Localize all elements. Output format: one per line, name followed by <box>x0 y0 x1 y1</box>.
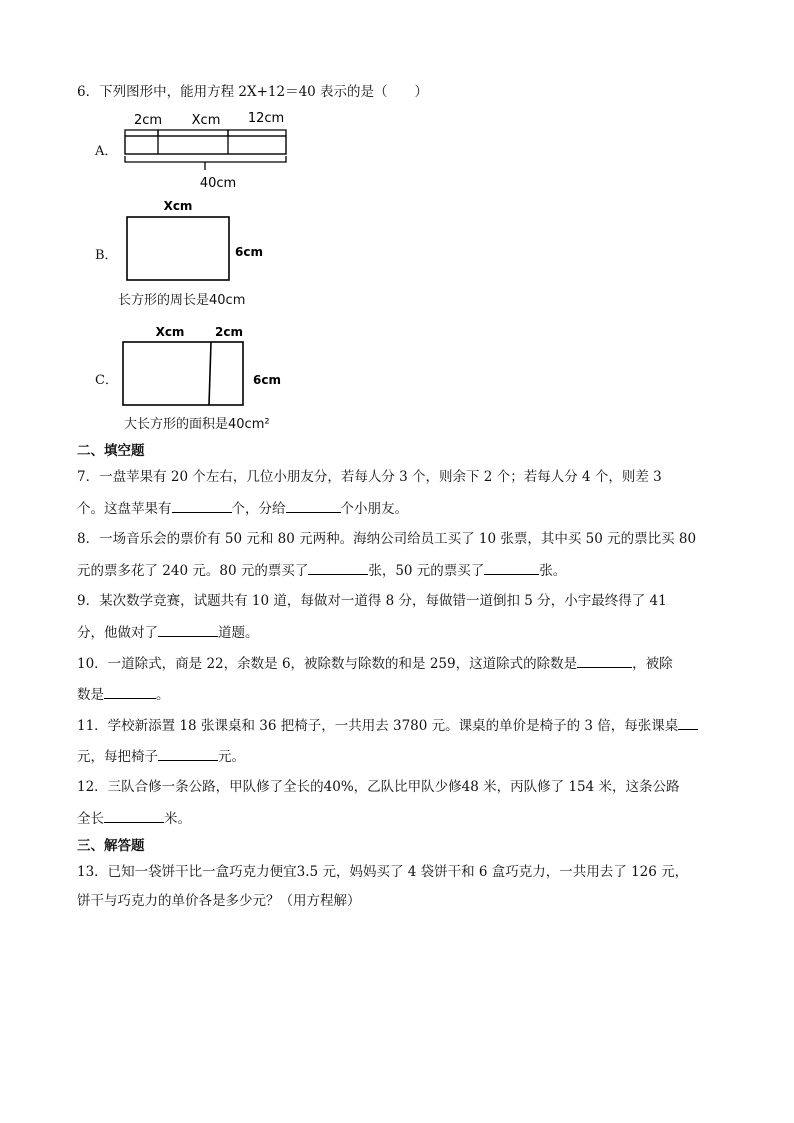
q10-text-d: 。 <box>156 687 170 703</box>
q13-line1: 13．已知一袋饼干比一盒巧克力便宜3.5 元，妈妈买了 4 袋饼干和 6 盒巧克力，一共用去了 126 元， <box>77 864 689 880</box>
q7-text-c: 个小朋友。 <box>340 501 408 517</box>
q13-line2: 饼干与巧克力的单价各是多少元？（用方程解） <box>77 893 361 909</box>
q10-line2 <box>77 684 170 705</box>
q9-line2 <box>77 622 259 643</box>
q9-blank-1[interactable] <box>158 622 218 637</box>
q7-line1: 7．一盘苹果有 20 个左右，几位小朋友分，若每人分 3 个，则余下 2 个；若每人分 4 个，则差 3 <box>77 469 662 485</box>
q8-text-b: 张，50 元的票买了 <box>368 563 485 579</box>
q7-blank-1[interactable] <box>172 498 232 513</box>
q11-line1 <box>77 715 698 736</box>
option-a-total-label: 40cm <box>199 176 237 191</box>
option-a-seg3-label: 12cm <box>247 111 285 126</box>
q7-text-b: 个，分给 <box>231 501 286 517</box>
q11-text-a: 11．学校新添置 18 张课桌和 36 把椅子，一共用去 3780 元。课桌的单价是椅子的 3 倍，每张课桌 <box>77 718 679 734</box>
q7-blank-2[interactable] <box>286 498 341 513</box>
option-b-rectangle <box>127 217 229 280</box>
q9-line1: 9．某次数学竞赛，试题共有 10 道，每做对一道得 8 分，每做错一道倒扣 5 分，小宇最终得了 41 <box>77 593 667 609</box>
q11-line2 <box>77 746 245 767</box>
q12-text-a: 全长 <box>77 811 104 827</box>
q7-text-a: 个。这盘苹果有 <box>77 501 172 517</box>
option-a-bar <box>125 136 286 154</box>
q9-text-a: 分，他做对了 <box>77 625 158 641</box>
option-c-caption: 大长方形的面积是40cm² <box>124 417 270 432</box>
q10-text-a: 10．一道除式，商是 22，余数是 6，被除数与除数的和是 259，这道除式的除数是 <box>77 656 578 672</box>
q10-line1 <box>77 653 673 674</box>
q9-text-b: 道题。 <box>218 625 259 641</box>
option-b-top-label: Xcm <box>163 199 193 213</box>
q10-blank-2[interactable] <box>104 684 156 699</box>
option-c-rectangle <box>123 342 243 405</box>
q10-text-c: 数是 <box>77 687 104 703</box>
option-b-caption: 长方形的周长是40cm <box>118 293 246 308</box>
section-fill-in-title: 二、填空题 <box>77 443 145 459</box>
q8-text-c: 张。 <box>539 563 567 579</box>
q8-text-a: 元的票多花了 240 元。80 元的票买了 <box>77 563 309 579</box>
option-b-label: B． <box>95 248 118 263</box>
option-b-side-label: 6cm <box>235 245 263 259</box>
option-a-seg2-label: Xcm <box>191 113 221 128</box>
option-c-label: C． <box>95 373 118 388</box>
q6-stem: 6．下列图形中，能用方程 2X+12＝40 表示的是（ ） <box>77 84 429 100</box>
option-c-divider <box>209 342 211 405</box>
q12-line1: 12．三队合修一条公路，甲队修了全长的40%，乙队比甲队少修48 米，丙队修了 154 米，这条公路 <box>77 779 680 795</box>
q8-blank-1[interactable] <box>308 560 368 575</box>
q8-blank-2[interactable] <box>484 560 539 575</box>
option-c-top1-label: Xcm <box>155 325 185 339</box>
option-a-seg1-label: 2cm <box>133 113 163 128</box>
q8-line1: 8．一场音乐会的票价有 50 元和 80 元两种。海纳公司给员工买了 10 张票，其中买 50 元的票比买 80 <box>77 531 697 547</box>
q7-line2 <box>77 498 408 519</box>
option-c-side-label: 6cm <box>253 373 281 387</box>
q10-blank-1[interactable] <box>577 653 632 668</box>
q8-line2 <box>77 560 566 581</box>
option-c-top2-label: 2cm <box>215 325 243 339</box>
q12-text-b: 米。 <box>164 811 191 827</box>
option-b-diagram <box>118 196 278 288</box>
q11-blank-2[interactable] <box>158 746 218 761</box>
q12-blank-1[interactable] <box>104 808 164 823</box>
section-answer-title: 三、解答题 <box>77 838 145 854</box>
option-a-diagram <box>118 108 298 192</box>
q12-line2 <box>77 808 191 829</box>
q11-text-b: 元，每把椅子 <box>77 749 158 765</box>
q11-blank-1[interactable] <box>678 715 698 730</box>
option-a-label: A． <box>95 144 118 159</box>
option-c-diagram <box>118 321 298 411</box>
q11-text-c: 元。 <box>218 749 245 765</box>
q10-text-b: ，被除 <box>632 656 673 672</box>
